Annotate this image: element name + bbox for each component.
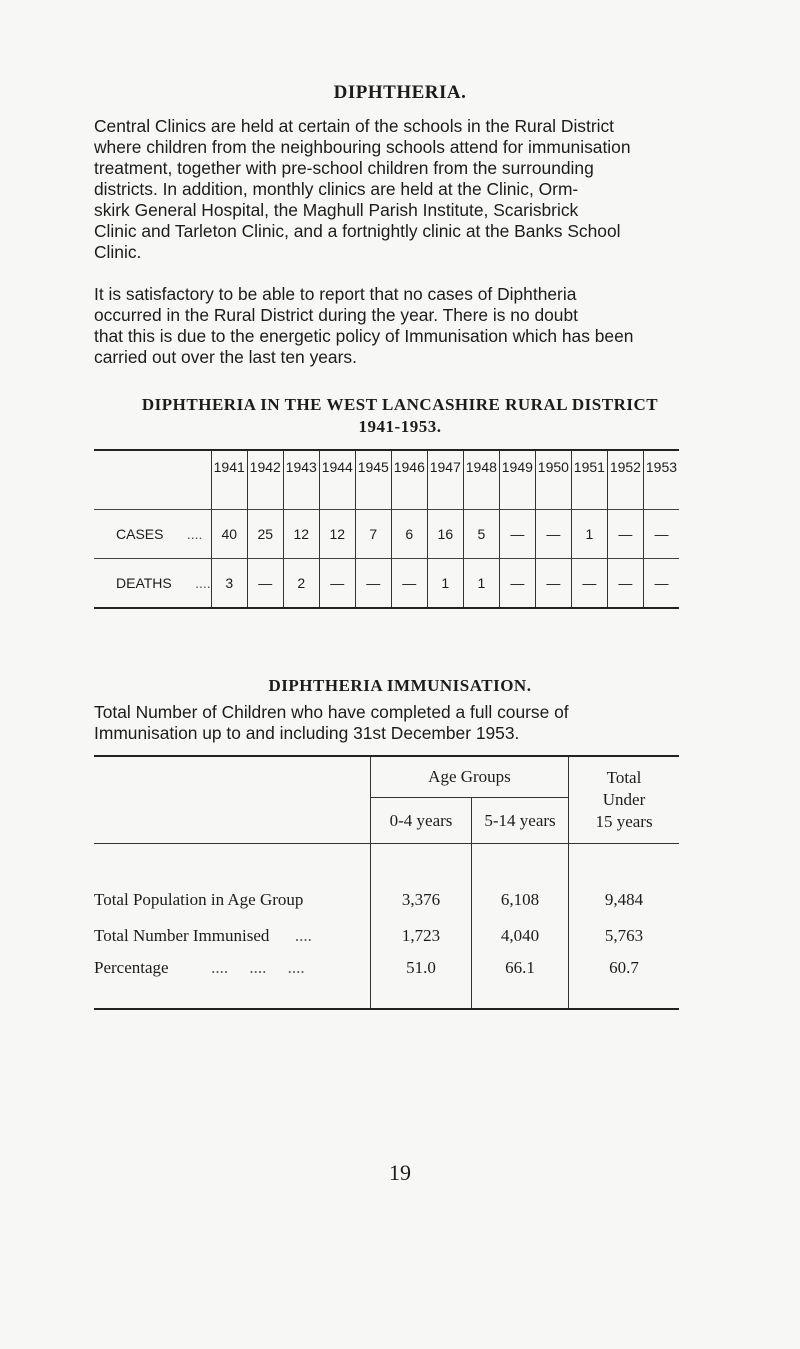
table-cell: — xyxy=(607,559,643,609)
text-line: treatment, together with pre-school children from the surrounding xyxy=(94,158,594,178)
table-cell: — xyxy=(643,510,679,559)
table-cell: 5,763 xyxy=(569,918,680,954)
table-header-row xyxy=(94,756,679,798)
row-label-text: DEATHS xyxy=(116,575,172,591)
page-number: 19 xyxy=(389,1160,411,1185)
year-header: 1951 xyxy=(571,450,607,510)
diphtheria-cases-table xyxy=(94,449,679,609)
row-label-text: CASES xyxy=(116,526,164,542)
year-header: 1941 xyxy=(211,450,247,510)
table-cell: — xyxy=(535,559,571,609)
row-label-text: Total Population in Age Group xyxy=(94,890,304,909)
paragraph-no-cases xyxy=(94,284,709,368)
year-header: 1948 xyxy=(463,450,499,510)
year-header: 1947 xyxy=(427,450,463,510)
table-cell: 12 xyxy=(319,510,355,559)
table-cell: — xyxy=(355,559,391,609)
row-label xyxy=(94,510,211,559)
paragraph-clinics xyxy=(94,116,709,263)
table-row xyxy=(94,844,679,919)
year-header: 1942 xyxy=(247,450,283,510)
row-label xyxy=(94,844,371,919)
table-cell: 7 xyxy=(355,510,391,559)
text-line: districts. In addition, monthly clinics are held at the Clinic, Orm- xyxy=(94,179,579,199)
leader-dots: .... .... .... xyxy=(211,958,305,977)
table-row xyxy=(94,918,679,954)
table-row xyxy=(94,954,679,1009)
table-cell: 4,040 xyxy=(472,918,569,954)
table-cell: 1 xyxy=(571,510,607,559)
table-cell: — xyxy=(247,559,283,609)
table-cell: 3 xyxy=(211,559,247,609)
row-label-text: Total Number Immunised xyxy=(94,926,270,945)
total-header-line: Total xyxy=(606,768,642,787)
text-line: Total Number of Children who have completed a full course of xyxy=(94,702,569,722)
table-cell: 16 xyxy=(427,510,463,559)
table-cell: 1 xyxy=(463,559,499,609)
table-cell: — xyxy=(319,559,355,609)
table-cell: 66.1 xyxy=(472,954,569,1009)
text-line: that this is due to the energetic policy of Immunisation which has been xyxy=(94,326,634,346)
table-cell: 12 xyxy=(283,510,319,559)
immunisation-table xyxy=(94,755,679,1010)
table-cell: — xyxy=(571,559,607,609)
table-header-row xyxy=(94,450,679,510)
table-cell: — xyxy=(535,510,571,559)
text-line: Immunisation up to and including 31st December 1953. xyxy=(94,723,520,743)
corner-cell xyxy=(94,756,371,844)
corner-cell xyxy=(94,450,211,510)
total-header-line: Under xyxy=(602,790,646,809)
table-cell: 9,484 xyxy=(569,844,680,919)
row-label xyxy=(94,954,371,1009)
table-cell: 1,723 xyxy=(371,918,472,954)
table-cell: 25 xyxy=(247,510,283,559)
table-cell: — xyxy=(499,510,535,559)
total-header xyxy=(569,756,680,844)
total-header-line: 15 years xyxy=(595,812,653,831)
table-cell: — xyxy=(391,559,427,609)
leader-dots: .... xyxy=(294,926,312,945)
year-header: 1943 xyxy=(283,450,319,510)
text-line: Clinic. xyxy=(94,242,142,262)
table-cell: 6 xyxy=(391,510,427,559)
leader-dots: .... xyxy=(186,526,203,542)
text-line: occurred in the Rural District during the year. There is no doubt xyxy=(94,305,578,325)
table-cell: 5 xyxy=(463,510,499,559)
age-groups-header: Age Groups xyxy=(371,756,569,798)
text-line: It is satisfactory to be able to report that no cases of Diphtheria xyxy=(94,284,577,304)
row-label-text: Percentage xyxy=(94,958,169,977)
text-line: carried out over the last ten years. xyxy=(94,347,357,367)
table1-subtitle: 1941-1953. xyxy=(358,417,442,436)
year-header: 1945 xyxy=(355,450,391,510)
table-cell: 3,376 xyxy=(371,844,472,919)
table1-title: DIPHTHERIA IN THE WEST LANCASHIRE RURAL DISTRICT xyxy=(141,395,659,414)
text-line: Central Clinics are held at certain of the schools in the Rural District xyxy=(94,116,615,136)
table-cell: 40 xyxy=(211,510,247,559)
text-line: Clinic and Tarleton Clinic, and a fortnightly clinic at the Banks School xyxy=(94,221,621,241)
text-line: where children from the neighbouring schools attend for immunisation xyxy=(94,137,631,157)
text-line: skirk General Hospital, the Maghull Parish Institute, Scarisbrick xyxy=(94,200,579,220)
year-header: 1944 xyxy=(319,450,355,510)
row-label xyxy=(94,559,211,609)
table-cell: 1 xyxy=(427,559,463,609)
row-label xyxy=(94,918,371,954)
year-header: 1952 xyxy=(607,450,643,510)
table-cell: — xyxy=(643,559,679,609)
table-cell: 51.0 xyxy=(371,954,472,1009)
table-cell: 2 xyxy=(283,559,319,609)
table-cell: — xyxy=(499,559,535,609)
table-row-deaths xyxy=(94,559,679,609)
leader-dots: .... xyxy=(195,575,211,591)
immunisation-title: DIPHTHERIA IMMUNISATION. xyxy=(268,676,532,695)
col-5-14-header: 5-14 years xyxy=(472,798,569,844)
table-cell: 60.7 xyxy=(569,954,680,1009)
section-title: DIPHTHERIA. xyxy=(333,82,467,103)
year-header: 1946 xyxy=(391,450,427,510)
table-row-cases xyxy=(94,510,679,559)
year-header: 1953 xyxy=(643,450,679,510)
table-cell: 6,108 xyxy=(472,844,569,919)
year-header: 1950 xyxy=(535,450,571,510)
col-0-4-header: 0-4 years xyxy=(371,798,472,844)
table-cell: — xyxy=(607,510,643,559)
year-header: 1949 xyxy=(499,450,535,510)
immunisation-intro xyxy=(94,702,709,744)
